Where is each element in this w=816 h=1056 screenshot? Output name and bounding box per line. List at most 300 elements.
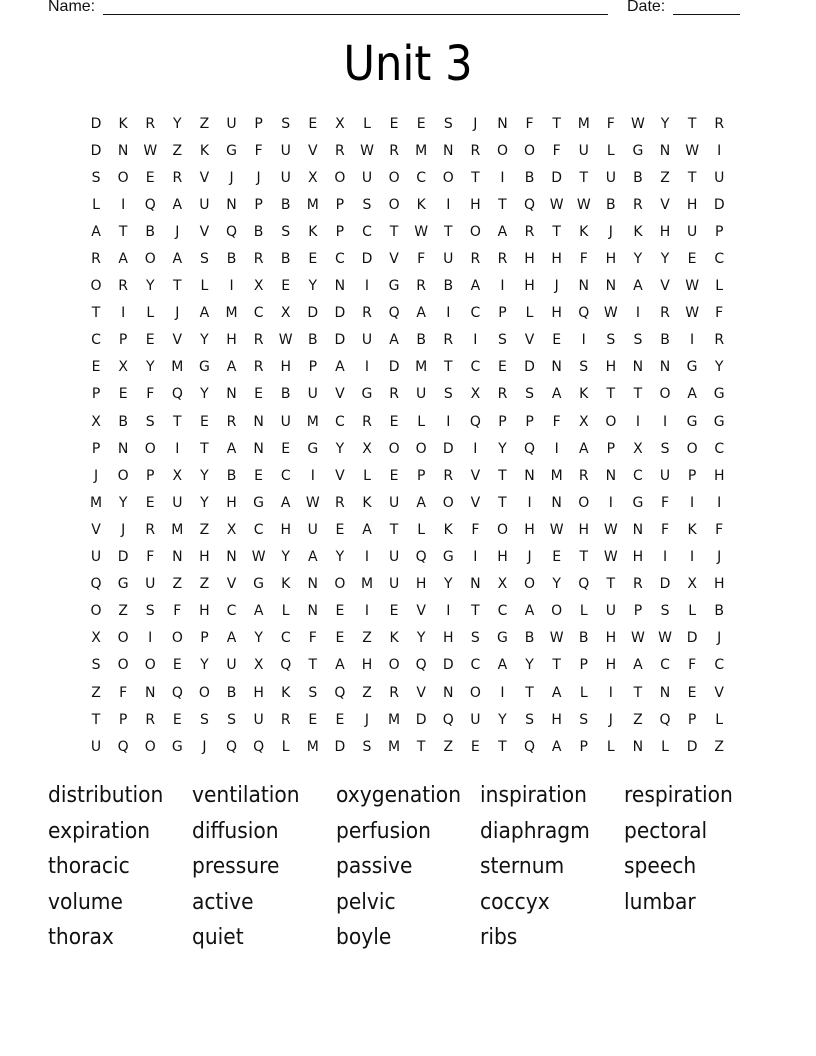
- grid-letter[interactable]: C: [470, 359, 481, 376]
- grid-letter[interactable]: P: [606, 440, 616, 457]
- grid-letter[interactable]: Y: [200, 386, 209, 403]
- grid-letter[interactable]: P: [579, 738, 588, 755]
- grid-letter[interactable]: N: [226, 549, 237, 566]
- grid-letter[interactable]: D: [334, 738, 346, 755]
- grid-letter[interactable]: F: [254, 142, 263, 159]
- grid-letter[interactable]: W: [414, 223, 429, 240]
- grid-letter[interactable]: A: [551, 684, 562, 701]
- grid-letter[interactable]: N: [659, 684, 671, 701]
- grid-letter[interactable]: Q: [253, 738, 265, 755]
- grid-letter[interactable]: P: [579, 657, 588, 674]
- grid-letter[interactable]: A: [226, 359, 237, 376]
- grid-letter[interactable]: Q: [226, 738, 238, 755]
- grid-letter[interactable]: T: [498, 494, 507, 511]
- grid-letter[interactable]: H: [686, 196, 698, 213]
- grid-letter[interactable]: O: [90, 278, 102, 295]
- grid-letter[interactable]: R: [362, 413, 372, 430]
- grid-letter[interactable]: E: [498, 359, 507, 376]
- grid-letter[interactable]: E: [335, 603, 345, 620]
- grid-letter[interactable]: V: [660, 196, 670, 213]
- grid-letter[interactable]: Y: [525, 657, 534, 674]
- grid-letter[interactable]: W: [685, 278, 700, 295]
- grid-letter[interactable]: E: [335, 630, 345, 647]
- grid-letter[interactable]: F: [308, 630, 317, 647]
- grid-letter[interactable]: J: [175, 305, 180, 322]
- grid-letter[interactable]: N: [632, 521, 644, 538]
- grid-letter[interactable]: U: [172, 494, 183, 511]
- grid-letter[interactable]: N: [144, 684, 156, 701]
- grid-letter[interactable]: S: [443, 115, 453, 132]
- grid-letter[interactable]: K: [199, 142, 210, 159]
- grid-letter[interactable]: O: [496, 521, 508, 538]
- grid-letter[interactable]: X: [362, 440, 372, 457]
- grid-letter[interactable]: H: [551, 251, 562, 268]
- grid-letter[interactable]: T: [91, 711, 101, 728]
- grid-letter[interactable]: Z: [714, 738, 724, 755]
- grid-letter[interactable]: M: [577, 115, 590, 132]
- grid-letter[interactable]: H: [226, 494, 237, 511]
- grid-letter[interactable]: D: [686, 630, 698, 647]
- grid-letter[interactable]: H: [497, 549, 508, 566]
- grid-letter[interactable]: S: [579, 359, 589, 376]
- grid-letter[interactable]: C: [335, 413, 345, 430]
- grid-letter[interactable]: H: [713, 467, 725, 484]
- grid-letter[interactable]: Y: [200, 657, 209, 674]
- grid-letter[interactable]: Z: [172, 142, 183, 159]
- grid-letter[interactable]: V: [714, 684, 724, 701]
- grid-letter[interactable]: W: [603, 521, 618, 538]
- grid-letter[interactable]: I: [500, 278, 505, 295]
- grid-letter[interactable]: U: [145, 576, 156, 593]
- grid-letter[interactable]: Y: [145, 278, 155, 295]
- grid-letter[interactable]: K: [579, 223, 589, 240]
- grid-letter[interactable]: S: [525, 386, 534, 403]
- grid-letter[interactable]: Q: [144, 196, 156, 213]
- grid-letter[interactable]: I: [662, 413, 668, 430]
- grid-letter[interactable]: I: [500, 169, 505, 186]
- grid-letter[interactable]: U: [280, 413, 291, 430]
- grid-letter[interactable]: J: [121, 521, 126, 538]
- grid-letter[interactable]: O: [388, 657, 400, 674]
- grid-letter[interactable]: E: [552, 332, 562, 349]
- grid-letter[interactable]: L: [661, 738, 669, 755]
- grid-letter[interactable]: Y: [498, 711, 507, 728]
- grid-letter[interactable]: I: [446, 305, 451, 322]
- grid-letter[interactable]: H: [253, 684, 264, 701]
- grid-letter[interactable]: I: [364, 359, 370, 376]
- grid-letter[interactable]: D: [90, 142, 102, 159]
- grid-letter[interactable]: D: [686, 738, 698, 755]
- grid-letter[interactable]: S: [281, 115, 291, 132]
- grid-letter[interactable]: R: [91, 251, 101, 268]
- grid-letter[interactable]: U: [361, 332, 373, 349]
- grid-letter[interactable]: O: [551, 603, 563, 620]
- grid-letter[interactable]: A: [633, 278, 643, 295]
- grid-letter[interactable]: F: [525, 115, 534, 132]
- grid-letter[interactable]: V: [416, 684, 426, 701]
- grid-letter[interactable]: O: [469, 223, 481, 240]
- grid-letter[interactable]: P: [525, 413, 534, 430]
- grid-letter[interactable]: Z: [199, 576, 210, 593]
- grid-letter[interactable]: I: [473, 549, 478, 566]
- grid-letter[interactable]: R: [416, 278, 427, 295]
- grid-letter[interactable]: R: [497, 386, 508, 403]
- grid-letter[interactable]: Y: [335, 549, 345, 566]
- grid-letter[interactable]: G: [253, 576, 265, 593]
- grid-letter[interactable]: I: [581, 332, 586, 349]
- grid-letter[interactable]: H: [199, 549, 210, 566]
- grid-letter[interactable]: Y: [714, 359, 724, 376]
- grid-letter[interactable]: R: [714, 332, 725, 349]
- grid-letter[interactable]: L: [525, 305, 534, 322]
- grid-letter[interactable]: B: [280, 196, 291, 213]
- grid-letter[interactable]: L: [715, 278, 724, 295]
- grid-letter[interactable]: K: [416, 196, 426, 213]
- grid-letter[interactable]: I: [690, 332, 695, 349]
- grid-letter[interactable]: E: [172, 711, 182, 728]
- grid-letter[interactable]: E: [91, 359, 101, 376]
- grid-letter[interactable]: R: [145, 711, 156, 728]
- grid-letter[interactable]: R: [497, 251, 508, 268]
- grid-letter[interactable]: E: [145, 494, 155, 511]
- grid-letter[interactable]: H: [361, 657, 373, 674]
- grid-letter[interactable]: P: [308, 359, 318, 376]
- grid-letter[interactable]: O: [524, 142, 536, 159]
- grid-letter[interactable]: A: [389, 332, 399, 349]
- grid-letter[interactable]: U: [686, 223, 698, 240]
- grid-letter[interactable]: O: [388, 440, 400, 457]
- grid-letter[interactable]: E: [254, 467, 264, 484]
- grid-letter[interactable]: J: [473, 115, 478, 132]
- grid-letter[interactable]: S: [443, 386, 453, 403]
- grid-letter[interactable]: I: [473, 332, 478, 349]
- grid-letter[interactable]: O: [578, 494, 590, 511]
- grid-letter[interactable]: X: [91, 413, 101, 430]
- grid-letter[interactable]: G: [117, 576, 129, 593]
- grid-letter[interactable]: L: [579, 684, 588, 701]
- grid-letter[interactable]: W: [360, 142, 374, 159]
- grid-letter[interactable]: I: [662, 549, 668, 566]
- grid-letter[interactable]: I: [554, 440, 559, 457]
- grid-letter[interactable]: B: [145, 223, 156, 240]
- grid-letter[interactable]: J: [229, 169, 234, 186]
- grid-letter[interactable]: X: [497, 576, 508, 593]
- grid-letter[interactable]: P: [633, 603, 643, 620]
- grid-letter[interactable]: T: [525, 684, 534, 701]
- grid-letter[interactable]: Y: [335, 440, 345, 457]
- grid-letter[interactable]: C: [335, 251, 345, 268]
- grid-letter[interactable]: R: [660, 305, 670, 322]
- grid-letter[interactable]: F: [552, 142, 561, 159]
- grid-letter[interactable]: I: [175, 440, 180, 457]
- grid-letter[interactable]: Z: [660, 169, 670, 186]
- grid-letter[interactable]: Y: [200, 494, 209, 511]
- grid-letter[interactable]: E: [470, 738, 480, 755]
- grid-letter[interactable]: O: [334, 169, 346, 186]
- grid-letter[interactable]: Q: [388, 305, 400, 322]
- grid-letter[interactable]: F: [119, 684, 128, 701]
- grid-letter[interactable]: O: [334, 576, 346, 593]
- grid-letter[interactable]: X: [687, 576, 697, 593]
- grid-letter[interactable]: B: [633, 169, 643, 186]
- grid-letter[interactable]: S: [199, 711, 209, 728]
- grid-letter[interactable]: L: [363, 115, 371, 132]
- grid-letter[interactable]: G: [253, 494, 265, 511]
- grid-letter[interactable]: P: [498, 413, 507, 430]
- grid-letter[interactable]: P: [254, 196, 263, 213]
- grid-letter[interactable]: R: [470, 251, 481, 268]
- grid-letter[interactable]: R: [145, 115, 156, 132]
- grid-letter[interactable]: D: [551, 169, 563, 186]
- grid-letter[interactable]: I: [608, 684, 613, 701]
- grid-letter[interactable]: O: [117, 657, 129, 674]
- grid-letter[interactable]: F: [660, 521, 670, 538]
- grid-letter[interactable]: Y: [308, 278, 318, 295]
- grid-letter[interactable]: G: [226, 142, 237, 159]
- grid-letter[interactable]: Z: [91, 684, 101, 701]
- grid-letter[interactable]: H: [632, 549, 644, 566]
- grid-letter[interactable]: U: [90, 549, 102, 566]
- grid-letter[interactable]: V: [226, 576, 237, 593]
- grid-letter[interactable]: K: [308, 223, 318, 240]
- grid-letter[interactable]: Q: [524, 196, 536, 213]
- grid-letter[interactable]: D: [659, 576, 671, 593]
- grid-letter[interactable]: K: [443, 521, 453, 538]
- grid-letter[interactable]: W: [549, 196, 564, 213]
- grid-letter[interactable]: P: [200, 630, 209, 647]
- grid-letter[interactable]: N: [226, 386, 237, 403]
- grid-letter[interactable]: O: [117, 467, 129, 484]
- grid-letter[interactable]: K: [687, 521, 697, 538]
- grid-letter[interactable]: J: [717, 549, 722, 566]
- grid-letter[interactable]: I: [635, 305, 640, 322]
- grid-letter[interactable]: B: [714, 603, 724, 620]
- grid-letter[interactable]: J: [527, 549, 532, 566]
- grid-letter[interactable]: N: [524, 467, 535, 484]
- grid-letter[interactable]: H: [470, 196, 481, 213]
- grid-letter[interactable]: S: [660, 440, 670, 457]
- grid-letter[interactable]: H: [605, 359, 617, 376]
- grid-letter[interactable]: X: [578, 413, 589, 430]
- grid-letter[interactable]: A: [280, 494, 291, 511]
- grid-letter[interactable]: W: [576, 196, 591, 213]
- grid-letter[interactable]: R: [578, 467, 589, 484]
- grid-letter[interactable]: A: [335, 657, 345, 674]
- grid-letter[interactable]: C: [714, 251, 725, 268]
- grid-letter[interactable]: F: [146, 386, 155, 403]
- grid-letter[interactable]: Y: [552, 576, 561, 593]
- grid-letter[interactable]: X: [226, 521, 237, 538]
- grid-letter[interactable]: W: [251, 549, 266, 566]
- grid-letter[interactable]: U: [659, 467, 671, 484]
- grid-letter[interactable]: W: [685, 305, 700, 322]
- grid-letter[interactable]: Q: [415, 549, 427, 566]
- grid-letter[interactable]: V: [308, 142, 318, 159]
- grid-letter[interactable]: T: [443, 359, 453, 376]
- grid-letter[interactable]: A: [172, 251, 183, 268]
- grid-letter[interactable]: S: [633, 332, 643, 349]
- grid-letter[interactable]: Y: [660, 115, 670, 132]
- grid-letter[interactable]: D: [442, 440, 454, 457]
- grid-letter[interactable]: J: [175, 223, 180, 240]
- grid-letter[interactable]: S: [579, 711, 589, 728]
- grid-letter[interactable]: R: [118, 278, 128, 295]
- grid-letter[interactable]: T: [389, 223, 399, 240]
- grid-letter[interactable]: I: [690, 494, 695, 511]
- grid-letter[interactable]: N: [605, 467, 617, 484]
- grid-letter[interactable]: Y: [145, 359, 155, 376]
- grid-letter[interactable]: I: [717, 142, 722, 159]
- grid-letter[interactable]: T: [308, 657, 318, 674]
- grid-letter[interactable]: R: [389, 142, 399, 159]
- grid-letter[interactable]: H: [605, 630, 617, 647]
- grid-letter[interactable]: J: [717, 630, 722, 647]
- grid-letter[interactable]: S: [281, 223, 291, 240]
- grid-letter[interactable]: R: [335, 142, 345, 159]
- grid-letter[interactable]: L: [579, 603, 588, 620]
- grid-letter[interactable]: S: [227, 711, 236, 728]
- grid-letter[interactable]: F: [146, 549, 155, 566]
- grid-letter[interactable]: O: [469, 684, 481, 701]
- grid-letter[interactable]: W: [631, 630, 645, 647]
- grid-letter[interactable]: N: [551, 494, 562, 511]
- grid-letter[interactable]: C: [470, 305, 481, 322]
- grid-letter[interactable]: Y: [254, 630, 263, 647]
- grid-letter[interactable]: A: [551, 386, 562, 403]
- grid-letter[interactable]: W: [305, 494, 320, 511]
- grid-letter[interactable]: N: [578, 278, 589, 295]
- grid-letter[interactable]: U: [307, 521, 318, 538]
- grid-letter[interactable]: Q: [171, 684, 183, 701]
- grid-letter[interactable]: A: [118, 251, 128, 268]
- grid-letter[interactable]: C: [280, 630, 291, 647]
- grid-letter[interactable]: T: [552, 223, 561, 240]
- grid-letter[interactable]: O: [388, 196, 400, 213]
- grid-letter[interactable]: Z: [199, 521, 210, 538]
- grid-letter[interactable]: N: [632, 359, 644, 376]
- grid-letter[interactable]: N: [117, 440, 129, 457]
- grid-letter[interactable]: G: [198, 359, 210, 376]
- grid-letter[interactable]: T: [118, 223, 128, 240]
- grid-letter[interactable]: C: [91, 332, 101, 349]
- grid-letter[interactable]: Q: [442, 711, 454, 728]
- grid-letter[interactable]: R: [253, 251, 264, 268]
- grid-letter[interactable]: R: [362, 305, 372, 322]
- grid-letter[interactable]: Y: [173, 115, 182, 132]
- grid-letter[interactable]: V: [335, 386, 345, 403]
- grid-letter[interactable]: E: [172, 657, 182, 674]
- grid-letter[interactable]: R: [253, 359, 264, 376]
- grid-letter[interactable]: N: [307, 576, 319, 593]
- grid-letter[interactable]: A: [335, 359, 345, 376]
- grid-letter[interactable]: R: [253, 332, 264, 349]
- grid-letter[interactable]: C: [633, 467, 643, 484]
- grid-letter[interactable]: P: [118, 332, 128, 349]
- grid-letter[interactable]: P: [254, 115, 263, 132]
- grid-letter[interactable]: N: [605, 278, 617, 295]
- grid-letter[interactable]: U: [280, 169, 291, 186]
- grid-letter[interactable]: S: [660, 603, 670, 620]
- grid-letter[interactable]: R: [714, 115, 725, 132]
- grid-letter[interactable]: P: [91, 386, 101, 403]
- grid-letter[interactable]: T: [200, 440, 209, 457]
- grid-letter[interactable]: H: [524, 278, 535, 295]
- grid-letter[interactable]: U: [388, 576, 400, 593]
- grid-letter[interactable]: T: [687, 169, 697, 186]
- grid-letter[interactable]: V: [416, 603, 426, 620]
- grid-letter[interactable]: R: [470, 142, 481, 159]
- grid-letter[interactable]: Y: [660, 251, 670, 268]
- grid-letter[interactable]: Q: [415, 657, 427, 674]
- grid-letter[interactable]: I: [446, 603, 451, 620]
- grid-letter[interactable]: G: [713, 413, 725, 430]
- grid-letter[interactable]: Q: [524, 738, 536, 755]
- grid-letter[interactable]: A: [416, 305, 426, 322]
- grid-letter[interactable]: O: [90, 603, 102, 620]
- grid-letter[interactable]: K: [633, 223, 643, 240]
- grid-letter[interactable]: G: [713, 386, 725, 403]
- grid-letter[interactable]: I: [717, 494, 722, 511]
- grid-letter[interactable]: T: [471, 603, 480, 620]
- grid-letter[interactable]: P: [146, 467, 155, 484]
- grid-letter[interactable]: Y: [633, 251, 643, 268]
- grid-letter[interactable]: Q: [659, 711, 671, 728]
- grid-letter[interactable]: I: [690, 549, 695, 566]
- grid-letter[interactable]: F: [715, 305, 724, 322]
- grid-letter[interactable]: T: [91, 305, 101, 322]
- grid-letter[interactable]: C: [280, 467, 291, 484]
- grid-letter[interactable]: E: [389, 115, 399, 132]
- grid-letter[interactable]: M: [171, 521, 184, 538]
- grid-letter[interactable]: V: [91, 521, 101, 538]
- grid-letter[interactable]: V: [335, 467, 345, 484]
- grid-letter[interactable]: G: [361, 386, 373, 403]
- grid-letter[interactable]: O: [117, 630, 129, 647]
- grid-letter[interactable]: L: [606, 738, 615, 755]
- grid-letter[interactable]: T: [552, 657, 561, 674]
- grid-letter[interactable]: B: [660, 332, 670, 349]
- grid-letter[interactable]: D: [524, 359, 535, 376]
- grid-letter[interactable]: W: [278, 332, 293, 349]
- grid-letter[interactable]: O: [144, 738, 156, 755]
- grid-letter[interactable]: L: [281, 738, 290, 755]
- grid-letter[interactable]: F: [688, 657, 697, 674]
- grid-letter[interactable]: C: [497, 603, 508, 620]
- grid-letter[interactable]: H: [443, 630, 454, 647]
- grid-letter[interactable]: E: [389, 467, 399, 484]
- grid-letter[interactable]: P: [416, 467, 426, 484]
- grid-letter[interactable]: Y: [200, 467, 209, 484]
- grid-letter[interactable]: U: [578, 142, 589, 159]
- grid-letter[interactable]: I: [364, 603, 370, 620]
- grid-letter[interactable]: X: [253, 278, 264, 295]
- grid-letter[interactable]: O: [524, 576, 536, 593]
- grid-letter[interactable]: U: [361, 169, 373, 186]
- grid-letter[interactable]: Z: [118, 603, 128, 620]
- grid-letter[interactable]: T: [579, 169, 589, 186]
- grid-letter[interactable]: F: [579, 251, 588, 268]
- grid-letter[interactable]: R: [443, 467, 454, 484]
- grid-letter[interactable]: M: [306, 196, 319, 213]
- grid-letter[interactable]: U: [280, 142, 291, 159]
- grid-letter[interactable]: I: [121, 305, 126, 322]
- grid-letter[interactable]: U: [714, 169, 725, 186]
- grid-letter[interactable]: S: [525, 711, 534, 728]
- grid-letter[interactable]: I: [608, 494, 613, 511]
- grid-letter[interactable]: C: [226, 603, 237, 620]
- grid-letter[interactable]: W: [549, 521, 564, 538]
- grid-letter[interactable]: T: [633, 386, 643, 403]
